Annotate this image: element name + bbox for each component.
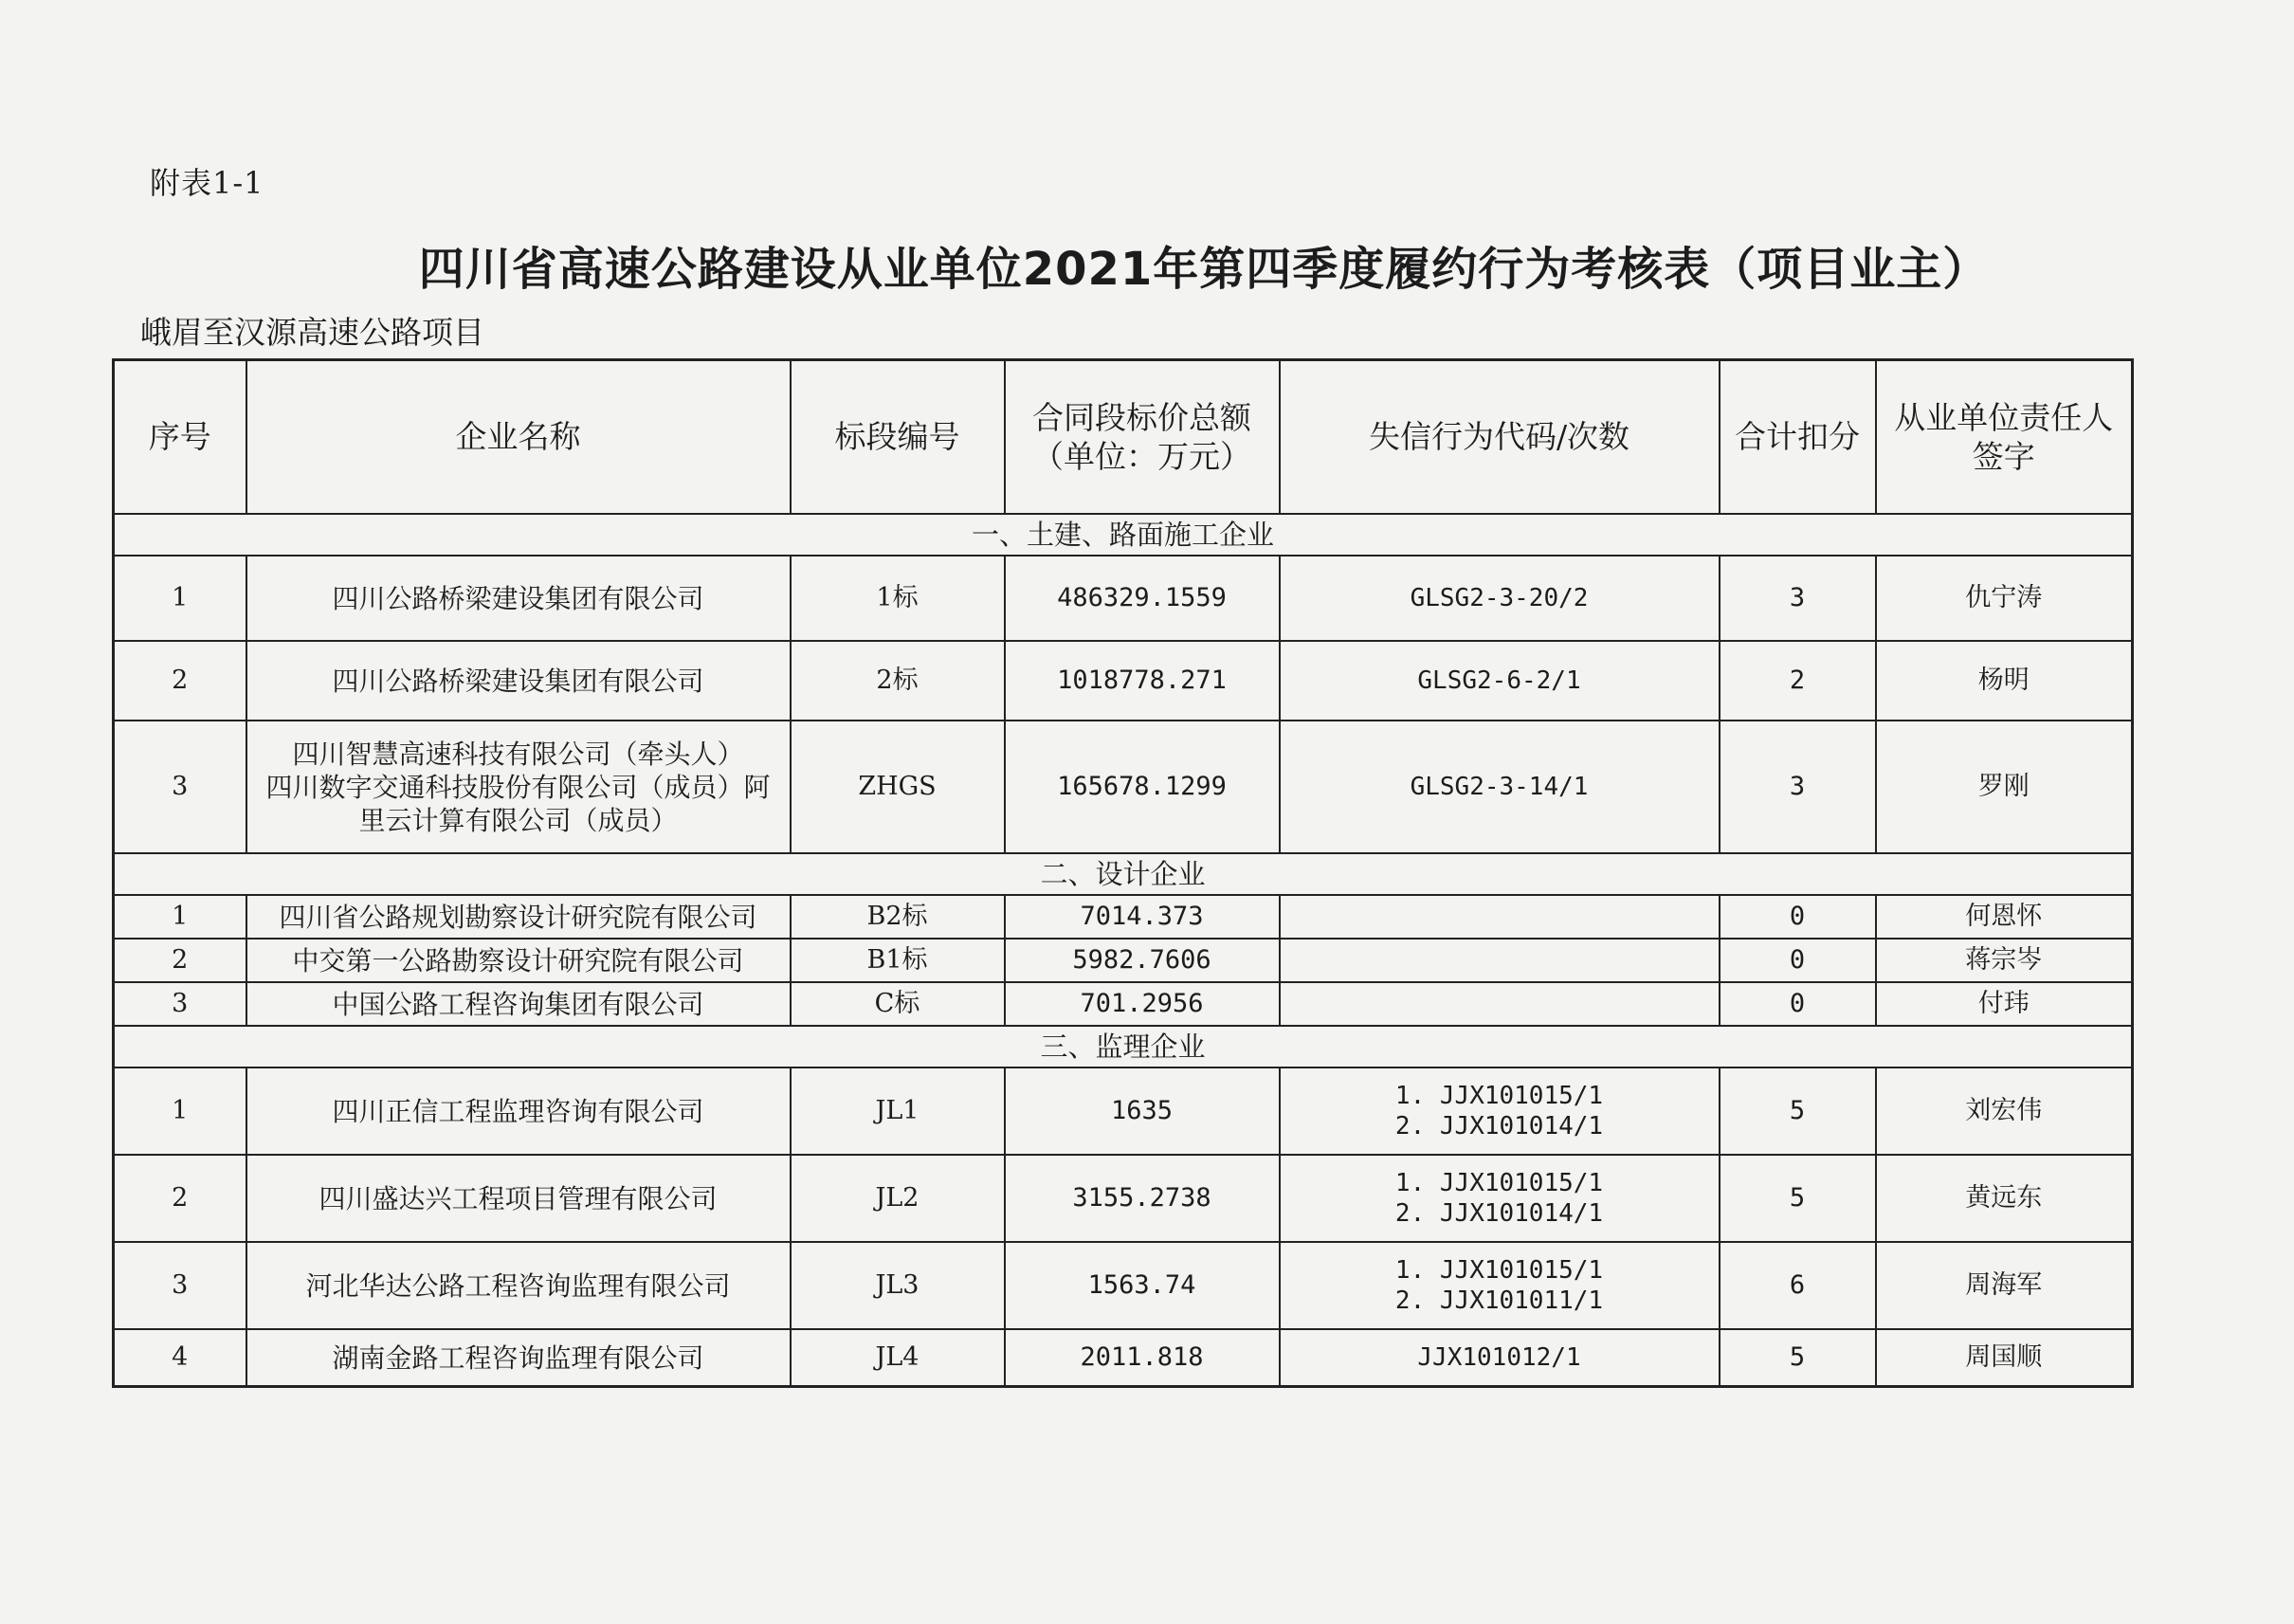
breach-codes	[1280, 939, 1720, 982]
table-body	[114, 514, 2133, 1387]
company-name-line: 中交第一公路勘察设计研究院有限公司	[292, 944, 744, 976]
table-row	[114, 939, 2133, 982]
company-name-line: 四川公路桥梁建设集团有限公司	[332, 665, 704, 697]
breach-codes	[1280, 556, 1720, 641]
signer-name: 刘宏伟	[1876, 1067, 2133, 1155]
row-index: 1	[114, 556, 246, 641]
section-number: JL2	[791, 1155, 1005, 1242]
annex-label: 附表1-1	[150, 165, 264, 201]
breach-codes	[1280, 721, 1720, 853]
signer-name: 杨明	[1876, 641, 2133, 721]
contract-amount: 5982.7606	[1005, 939, 1280, 982]
company-name	[246, 721, 791, 853]
section-number: JL3	[791, 1242, 1005, 1329]
breach-codes	[1280, 1067, 1720, 1155]
signer-name: 何恩怀	[1876, 895, 2133, 939]
header-deduction: 合计扣分	[1720, 360, 1876, 515]
table-row	[114, 982, 2133, 1026]
deduction-points: 5	[1720, 1329, 1876, 1387]
company-name	[246, 939, 791, 982]
deduction-points: 0	[1720, 939, 1876, 982]
contract-amount: 1018778.271	[1005, 641, 1280, 721]
breach-code: 2. JJX101014/1	[1394, 1199, 1604, 1228]
section-label: 三、监理企业	[114, 1026, 2133, 1067]
section-number: B2标	[791, 895, 1005, 939]
header-contract-line1: 合同段标价总额	[1032, 398, 1251, 436]
breach-code: GLSG2-6-2/1	[1417, 666, 1581, 695]
row-index: 2	[114, 641, 246, 721]
company-name-line: 里云计算有限公司（成员）	[358, 804, 678, 836]
row-index: 1	[114, 895, 246, 939]
header-sign-line2: 签字	[1972, 438, 2035, 475]
contract-amount: 486329.1559	[1005, 556, 1280, 641]
company-name	[246, 1329, 791, 1387]
breach-code: 1. JJX101015/1	[1394, 1255, 1604, 1285]
header-contract-line2: （单位：万元）	[1032, 438, 1251, 475]
breach-codes	[1280, 895, 1720, 939]
table-row	[114, 1067, 2133, 1155]
breach-code: 2. JJX101011/1	[1394, 1286, 1604, 1315]
section-number: C标	[791, 982, 1005, 1026]
signer-name: 周海军	[1876, 1242, 2133, 1329]
header-codes: 失信行为代码/次数	[1280, 360, 1720, 515]
section-number: JL1	[791, 1067, 1005, 1155]
header-sign-line1: 从业单位责任人	[1894, 398, 2114, 436]
deduction-points: 0	[1720, 895, 1876, 939]
breach-codes	[1280, 1329, 1720, 1387]
company-name-line: 中国公路工程咨询集团有限公司	[332, 988, 704, 1020]
section-row	[114, 1026, 2133, 1067]
company-name-line: 四川智慧高速科技有限公司（牵头人）	[292, 738, 744, 770]
row-index: 2	[114, 939, 246, 982]
row-index: 2	[114, 1155, 246, 1242]
company-name-line: 湖南金路工程咨询监理有限公司	[332, 1341, 704, 1374]
deduction-points: 5	[1720, 1067, 1876, 1155]
row-index: 1	[114, 1067, 246, 1155]
deduction-points: 5	[1720, 1155, 1876, 1242]
breach-codes	[1280, 1155, 1720, 1242]
company-name	[246, 1067, 791, 1155]
breach-codes	[1280, 641, 1720, 721]
signer-name: 罗刚	[1876, 721, 2133, 853]
breach-codes	[1280, 982, 1720, 1026]
company-name	[246, 1242, 791, 1329]
company-name	[246, 556, 791, 641]
table-row	[114, 1329, 2133, 1387]
section-number: 2标	[791, 641, 1005, 721]
header-index: 序号	[114, 360, 246, 515]
company-name	[246, 1155, 791, 1242]
document-title: 四川省高速公路建设从业单位2021年第四季度履约行为考核表（项目业主）	[418, 243, 1990, 296]
contract-amount: 7014.373	[1005, 895, 1280, 939]
table-row	[114, 641, 2133, 721]
contract-amount: 701.2956	[1005, 982, 1280, 1026]
signer-name: 蒋宗岑	[1876, 939, 2133, 982]
signer-name: 付玮	[1876, 982, 2133, 1026]
company-name-line: 四川数字交通科技股份有限公司（成员）阿	[265, 771, 771, 803]
breach-code: 1. JJX101015/1	[1394, 1168, 1604, 1197]
company-name-line: 四川省公路规划勘察设计研究院有限公司	[279, 901, 757, 933]
contract-amount: 3155.2738	[1005, 1155, 1280, 1242]
table-row	[114, 895, 2133, 939]
header-company: 企业名称	[246, 360, 791, 515]
company-name-line: 四川公路桥梁建设集团有限公司	[332, 582, 704, 614]
signer-name: 仇宁涛	[1876, 556, 2133, 641]
header-contract-amount	[1005, 360, 1280, 515]
signer-name: 黄远东	[1876, 1155, 2133, 1242]
header-signature	[1876, 360, 2133, 515]
row-index: 3	[114, 982, 246, 1026]
section-row	[114, 853, 2133, 895]
breach-code: JJX101012/1	[1417, 1342, 1581, 1372]
company-name	[246, 982, 791, 1026]
deduction-points: 6	[1720, 1242, 1876, 1329]
project-name: 峨眉至汉源高速公路项目	[140, 314, 484, 351]
section-row	[114, 514, 2133, 556]
row-index: 3	[114, 721, 246, 853]
section-label: 一、土建、路面施工企业	[114, 514, 2133, 556]
deduction-points: 3	[1720, 556, 1876, 641]
section-number: ZHGS	[791, 721, 1005, 853]
section-number: 1标	[791, 556, 1005, 641]
row-index: 3	[114, 1242, 246, 1329]
contract-amount: 165678.1299	[1005, 721, 1280, 853]
breach-code: 1. JJX101015/1	[1394, 1081, 1604, 1110]
assessment-table	[112, 358, 2134, 1388]
section-number: B1标	[791, 939, 1005, 982]
row-index: 4	[114, 1329, 246, 1387]
header-section-no: 标段编号	[791, 360, 1005, 515]
company-name-line: 四川正信工程监理咨询有限公司	[332, 1095, 704, 1127]
contract-amount: 1563.74	[1005, 1242, 1280, 1329]
table-row	[114, 1155, 2133, 1242]
breach-codes	[1280, 1242, 1720, 1329]
breach-code: GLSG2-3-20/2	[1410, 583, 1589, 612]
signer-name: 周国顺	[1876, 1329, 2133, 1387]
company-name	[246, 641, 791, 721]
header-row	[114, 360, 2133, 515]
table-row	[114, 721, 2133, 853]
company-name	[246, 895, 791, 939]
company-name-line: 河北华达公路工程咨询监理有限公司	[305, 1269, 731, 1302]
breach-code: GLSG2-3-14/1	[1410, 772, 1589, 801]
contract-amount: 1635	[1005, 1067, 1280, 1155]
contract-amount: 2011.818	[1005, 1329, 1280, 1387]
company-name-line: 四川盛达兴工程项目管理有限公司	[319, 1182, 718, 1214]
breach-code: 2. JJX101014/1	[1394, 1112, 1604, 1140]
section-number: JL4	[791, 1329, 1005, 1387]
section-label: 二、设计企业	[114, 853, 2133, 895]
table-row	[114, 1242, 2133, 1329]
deduction-points: 3	[1720, 721, 1876, 853]
deduction-points: 2	[1720, 641, 1876, 721]
deduction-points: 0	[1720, 982, 1876, 1026]
table-row	[114, 556, 2133, 641]
